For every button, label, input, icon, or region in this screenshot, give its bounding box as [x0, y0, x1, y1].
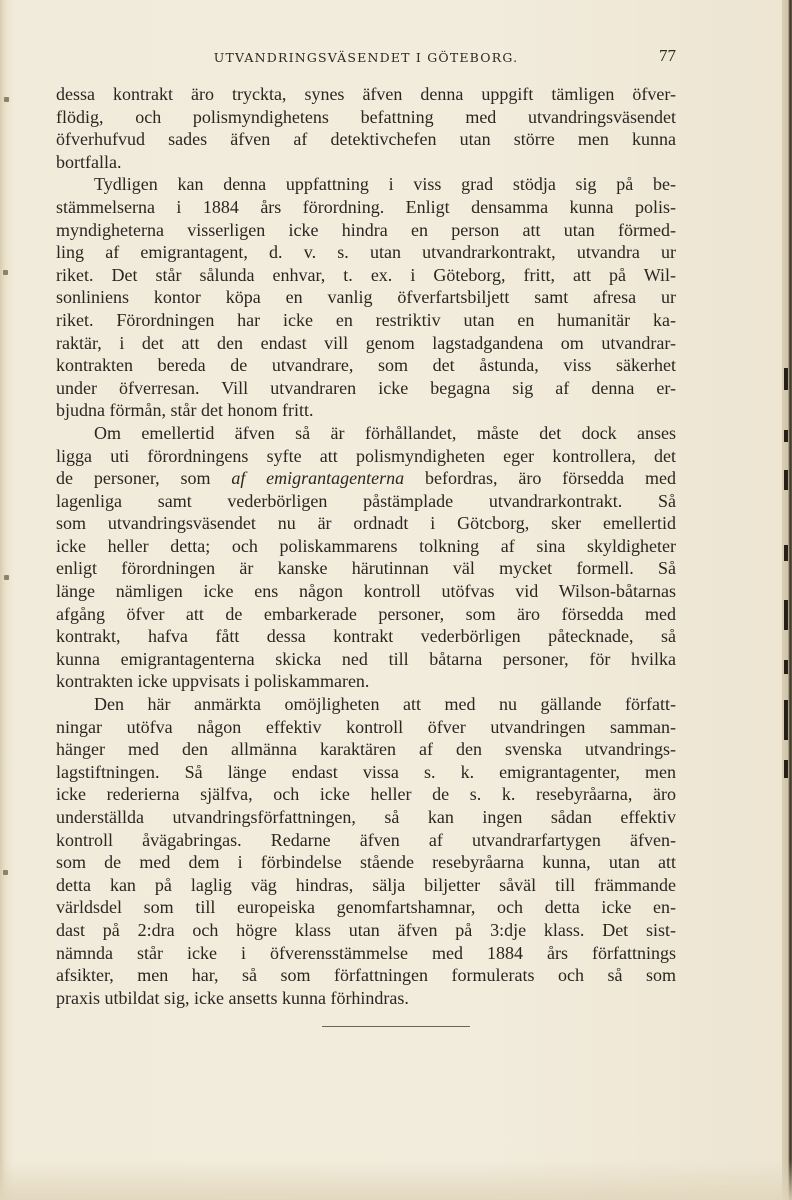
text-line: världsdel som till europeiska genomfartshamnar, och detta icke en-: [56, 897, 676, 918]
text-line: praxis utbildat sig, icke ansetts kunna förhindras.: [56, 987, 409, 1008]
page-gutter: [0, 0, 6, 1200]
text-line: dessa kontrakt äro tryckta, synes äfven denna uppgift tämligen öfver-: [56, 84, 676, 104]
text-line: afgång öfver att de embarkerade personer, som äro försedda med: [56, 603, 676, 624]
text-line: riket. Det står sålunda enhvar, t. ex. i Göteborg, fritt, att på Wil-: [56, 264, 676, 285]
margin-speck: [4, 97, 9, 102]
text-line: stämmelserna i 1884 års förordning. Enligt densamma kunna polis-: [56, 196, 676, 217]
italic-phrase: af emigrantagenterna: [231, 468, 405, 489]
text-line: under öfverresan. Vill utvandraren icke begagna sig af denna er-: [56, 377, 676, 398]
text-line: länge nämligen icke ens någon kontroll utöfvas vid Wilson-båtarnas: [56, 581, 676, 602]
running-head-title: UTVANDRINGSVÄSENDET I GÖTEBORG.: [213, 50, 519, 65]
page-number: 77: [659, 46, 676, 65]
text-line: lagenliga samt vederbörligen påstämplade utvandrarkontrakt. Så: [56, 490, 676, 511]
text-line: bortfalla.: [56, 151, 122, 172]
text-line: dast på 2:dra och högre klass utan äfven på 3:dje klass. Det sist-: [56, 919, 676, 940]
text-line: som utvandringsväsendet nu är ordnadt i Götcborg, sker emellertid: [56, 513, 676, 534]
text-line-with-italic: [56, 467, 676, 490]
body-text: [56, 83, 676, 1009]
text-line: öfverhufvud sades äfven af detektivchefen utan större men kunna: [56, 129, 676, 150]
text-line: ningar utöfva någon effektiv kontroll öfver utvandringen samman-: [56, 716, 676, 737]
text-line: myndigheterna visserligen icke hindra en person att utan förmed-: [56, 219, 676, 240]
text-line: som de med dem i förbindelse stående resebyråarna kunna, utan att: [56, 852, 676, 873]
text-line: hänger med den allmänna karaktären af den svenska utvandrings-: [56, 739, 676, 760]
text-line: raktär, i det att den endast vill genom lagstadgandena om utvandrar-: [56, 332, 676, 353]
text-line: riket. Förordningen har icke en restriktiv utan en humanitär ka-: [56, 309, 676, 330]
text-line: kontrakt, hafva fått dessa kontrakt vederbörligen påtecknade, så: [56, 626, 676, 647]
margin-speck: [3, 870, 8, 875]
text-segment: befordras, äro försedda med: [404, 468, 676, 489]
text-line: ling af emigrantagent, d. v. s. utan utvandrarkontrakt, utvandra ur: [56, 242, 676, 263]
text-line: nämnda står icke i öfverensstämmelse med 1884 års författnings: [56, 942, 676, 963]
text-line: kontrakten bereda de utvandrare, som det åstunda, viss säkerhet: [56, 355, 676, 376]
text-line: bjudna förmån, står det honom fritt.: [56, 400, 314, 421]
text-line: kontrakten icke uppvisats i poliskammaren.: [56, 671, 370, 692]
text-line: flödig, och polismyndighetens befattning med utvandringsväsendet: [56, 106, 676, 127]
text-line: lagstiftningen. Så länge endast vissa s. k. emigrantagenter, men: [56, 761, 676, 782]
paragraph-start-line: Tydligen kan denna uppfattning i viss grad stödja sig på be-: [94, 174, 676, 195]
text-line: ligga uti förordningens syfte att polismyndigheten eger kontrollera, det: [56, 445, 676, 466]
margin-speck: [3, 270, 8, 275]
text-line: kontroll åvägabringas. Redarne äfven af utvandrarfartygen äfven-: [56, 829, 676, 850]
margin-speck: [4, 575, 9, 580]
text-line: kunna emigrantagenterna skicka ned till båtarna personer, för hvilka: [56, 648, 676, 669]
paragraph-start-line: Om emellertid äfven så är förhållandet, måste det dock anses: [94, 422, 676, 443]
text-line: enligt förordningen är kanske härutinnan väl mycket formell. Så: [56, 558, 676, 579]
text-line: icke heller detta; och poliskammarens tolkning af sina skyldigheter: [56, 535, 676, 556]
text-segment: de personer, som: [56, 468, 232, 489]
text-line: detta kan på laglig väg hindras, sälja biljetter såväl till främmande: [56, 874, 676, 895]
text-line: icke rederierna själfva, och icke heller de s. k. resebyråarna, äro: [56, 784, 676, 805]
page-bottom-shade: [0, 1160, 792, 1200]
end-rule: [322, 1026, 470, 1027]
text-line: underställda utvandringsförfattningen, så kan ingen sådan effektiv: [56, 807, 676, 827]
running-head: [56, 46, 676, 70]
paragraph-start-line: Den här anmärkta omöjligheten att med nu gällande författ-: [94, 694, 676, 715]
text-line: afsikter, men har, så som författningen formulerats och så som: [56, 965, 676, 986]
text-line: sonliniens kontor köpa en vanlig öfverfartsbiljett samt afresa ur: [56, 287, 676, 308]
